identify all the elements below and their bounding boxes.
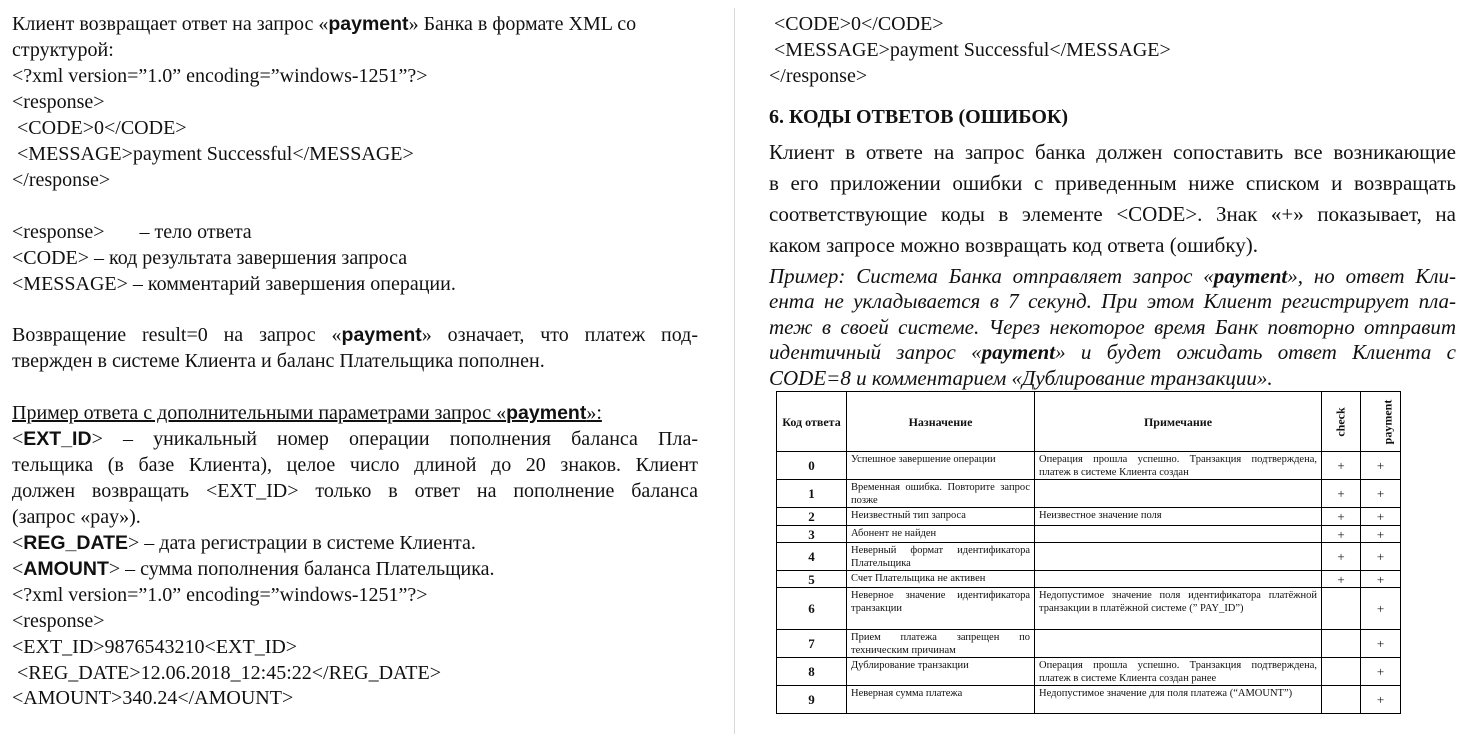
table-header-row	[777, 392, 1401, 452]
intro-line-2: структурой:	[12, 39, 114, 61]
example-line: идентичный запрос «payment» и будет ожидать ответ Клиента с	[769, 340, 1456, 364]
header-payment: payment	[1361, 392, 1401, 452]
xml-line: <response>	[12, 610, 105, 632]
xml-line: <response>	[12, 91, 105, 113]
example-line: теж в своей системе. Через некоторое время Банк повторно отправит	[769, 315, 1456, 339]
section-heading: 6. КОДЫ ОТВЕТОВ (ОШИБОК)	[769, 106, 1069, 128]
header-check: check	[1322, 392, 1361, 452]
table-row: 9 Неверная сумма платежа Недопустимое значение для поля платежа (“AMOUNT”) +	[777, 686, 1401, 714]
reg-date-line: <REG_DATE> – дата регистрации в системе Клиента.	[12, 532, 476, 554]
table-row: 2 Неизвестный тип запроса Неизвестное значение поля + +	[777, 508, 1401, 526]
table-row: 8 Дублирование транзакции Операция прошла успешно. Транзакция подтверждена, платеж в системе Клиента создан ранее +	[777, 658, 1401, 686]
example-line: CODE=8 и комментарием «Дублирование транзакции».	[769, 366, 1273, 390]
xml-line: <AMOUNT>340.24</AMOUNT>	[12, 687, 294, 709]
example-line: Пример: Система Банка отправляет запрос «payment», но ответ Кли-	[769, 264, 1456, 288]
example-heading: Пример ответа с дополнительными параметрами запрос «payment»:	[12, 402, 602, 424]
table-row: 5 Счет Плательщика не активен + +	[777, 571, 1401, 588]
xml-line: <EXT_ID>9876543210<EXT_ID>	[12, 636, 298, 658]
xml-line: <MESSAGE>payment Successful</MESSAGE>	[769, 39, 1171, 61]
paragraph-line: в его приложении ошибки с приведенным ниже списком и возвращать	[769, 171, 1456, 195]
header-purpose: Назначение	[847, 392, 1035, 452]
header-code: Код ответа	[777, 392, 847, 452]
ext-id-line-4: (запрос «pay»).	[12, 506, 141, 528]
table-row: 7 Прием платежа запрещен по техническим причинам +	[777, 630, 1401, 658]
xml-line: </response>	[12, 169, 111, 191]
amount-line: <AMOUNT> – сумма пополнения баланса Плательщика.	[12, 558, 495, 580]
xml-line: <?xml version=”1.0” encoding=”windows-1251”?>	[12, 65, 428, 87]
xml-line: <CODE>0</CODE>	[769, 13, 944, 35]
response-codes-table	[776, 391, 1401, 714]
definition-line: <response> – тело ответа	[12, 221, 252, 243]
paragraph-line: каком запросе можно возвращать код ответа (ошибку).	[769, 233, 1258, 257]
ext-id-line-2: тельщика (в базе Клиента), целое число длиной до 20 знаков. Клиент	[12, 454, 698, 476]
header-note: Примечание	[1035, 392, 1322, 452]
result-line-1: Возвращение result=0 на запрос «payment» означает, что платеж под-	[12, 324, 698, 346]
xml-line: <?xml version=”1.0” encoding=”windows-1251”?>	[12, 584, 428, 606]
table-row: 3 Абонент не найден + +	[777, 526, 1401, 543]
example-line: ента не укладывается в 7 секунд. При этом Клиент регистрирует пла-	[769, 289, 1456, 313]
intro-line-1: Клиент возвращает ответ на запрос «payment» Банка в формате XML со	[12, 13, 637, 35]
ext-id-line-1: <EXT_ID> – уникальный номер операции пополнения баланса Пла-	[12, 428, 698, 450]
xml-line: </response>	[769, 65, 868, 87]
xml-line: <MESSAGE>payment Successful</MESSAGE>	[12, 143, 414, 165]
ext-id-line-3: должен возвращать <EXT_ID> только в ответ на пополнение баланса	[12, 480, 698, 502]
paragraph-line: Клиент в ответе на запрос банка должен сопоставить все возникающие	[769, 140, 1456, 164]
table-row: 4 Неверный формат идентификатора Плательщика + +	[777, 543, 1401, 571]
definition-line: <MESSAGE> – комментарий завершения операции.	[12, 273, 456, 295]
paragraph-line: соответствующие коды в элементе <CODE>. Знак «+» показывает, на	[769, 202, 1456, 226]
table-row: 1 Временная ошибка. Повторите запрос позже + +	[777, 480, 1401, 508]
table-row: 0 Успешное завершение операции Операция прошла успешно. Транзакция подтверждена, платеж в системе Клиента создан + +	[777, 452, 1401, 480]
definition-line: <CODE> – код результата завершения запроса	[12, 247, 408, 269]
table-row: 6 Неверное значение идентификатора транзакции Недопустимое значение поля идентификатора платёжной транзакции в платёжной системе (” PAY_ID”) +	[777, 588, 1401, 630]
result-line-2: твержден в системе Клиента и баланс Плательщика пополнен.	[12, 350, 545, 372]
xml-line: <REG_DATE>12.06.2018_12:45:22</REG_DATE>	[12, 662, 441, 684]
column-divider	[734, 8, 735, 734]
xml-line: <CODE>0</CODE>	[12, 117, 187, 139]
